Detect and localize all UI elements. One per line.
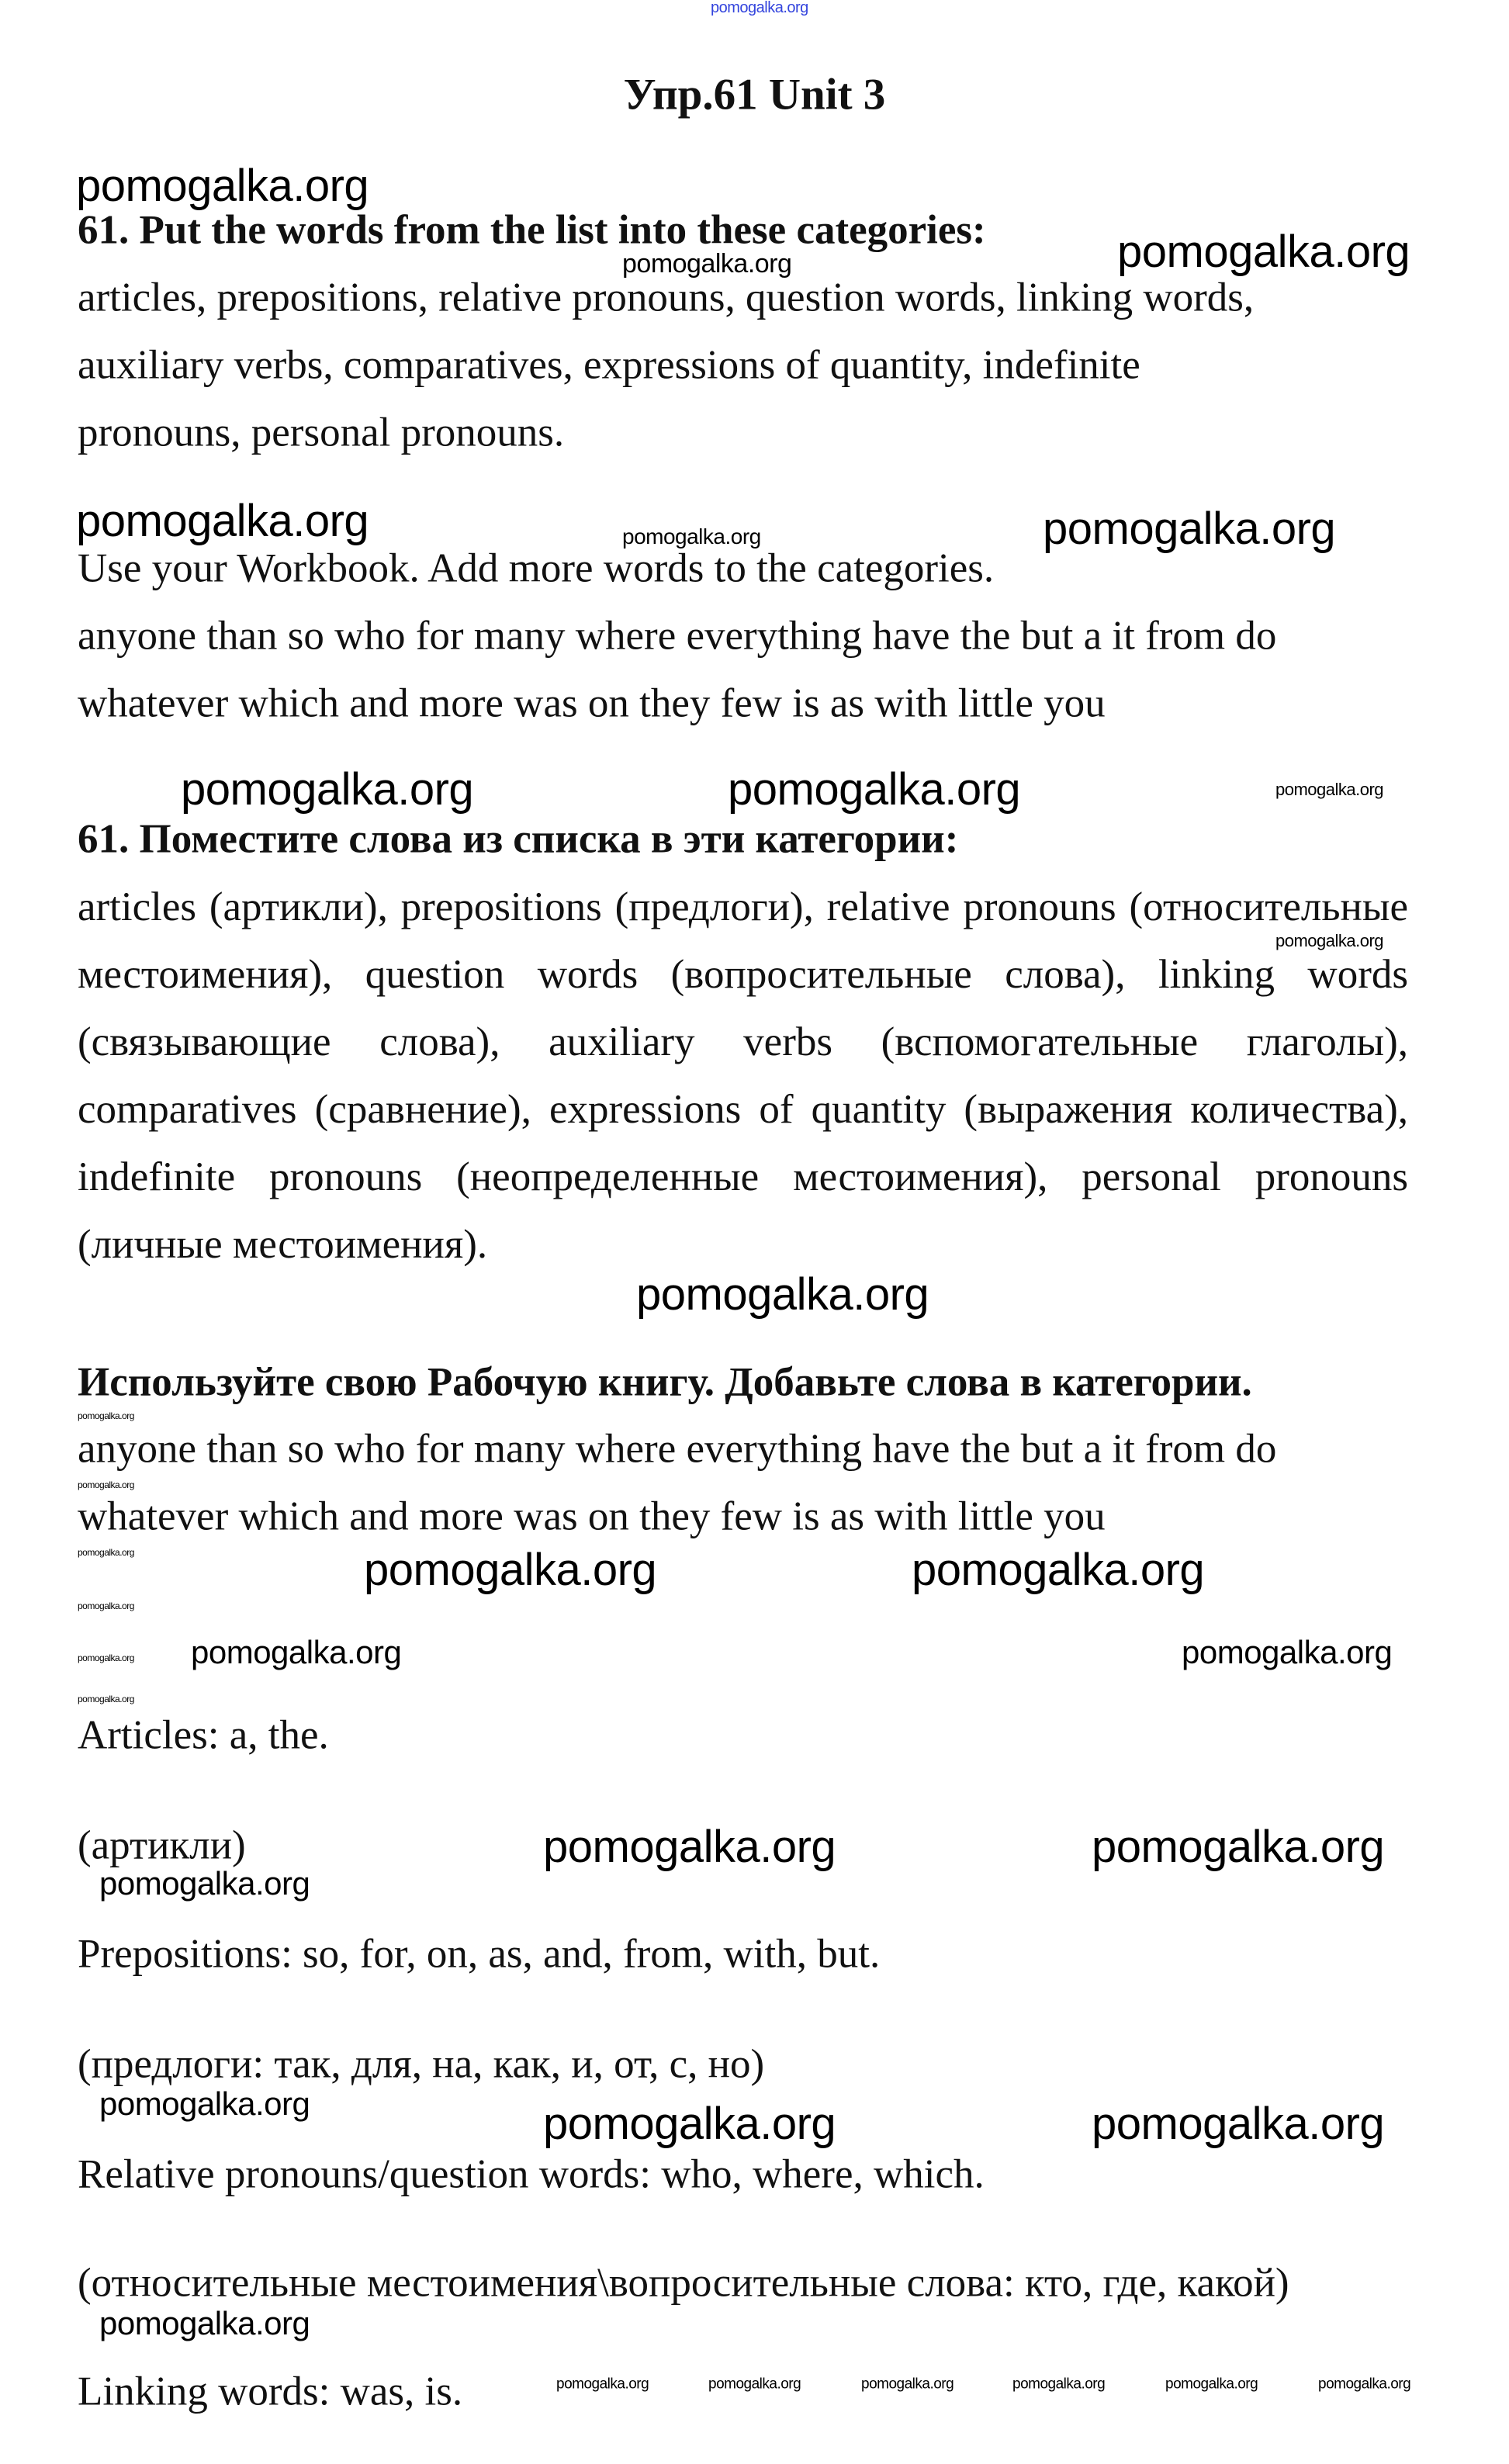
answer-relative-pronouns: Relative pronouns/question words: who, where, which. (78, 2151, 985, 2197)
categories-line: pronouns, personal pronouns. (78, 410, 565, 455)
watermark: pomogalka.org (1275, 931, 1384, 950)
exercise-heading-en: 61. Put the words from the list into these categories: (78, 207, 986, 253)
watermark: pomogalka.org (543, 1822, 836, 1872)
watermark: pomogalka.org (364, 1545, 657, 1595)
watermark: pomogalka.org (912, 1545, 1205, 1595)
watermark: pomogalka.org (99, 2305, 310, 2341)
watermark: pomogalka.org (78, 1547, 134, 1558)
watermark: pomogalka.org (1012, 2376, 1106, 2393)
instruction-en: Use your Workbook. Add more words to the categories. (78, 545, 995, 591)
answer-articles-ru: (артикли) (78, 1822, 246, 1868)
watermark: pomogalka.org (78, 1652, 134, 1663)
watermark: pomogalka.org (622, 249, 792, 279)
answer-prepositions-ru: (предлоги: так, для, на, как, и, от, с, но) (78, 2041, 765, 2087)
categories-line: auxiliary verbs, comparatives, expressions of quantity, indefinite (78, 342, 1140, 388)
watermark: pomogalka.org (78, 1601, 134, 1611)
watermark: pomogalka.org (636, 1269, 929, 1320)
categories-line: articles, prepositions, relative pronouns, question words, linking words, (78, 275, 1255, 320)
watermark: pomogalka.org (543, 2099, 836, 2149)
watermark: pomogalka.org (1318, 2376, 1411, 2393)
watermark: pomogalka.org (191, 1634, 402, 1670)
watermark: pomogalka.org (99, 1865, 310, 1902)
instruction-ru: Используйте свою Рабочую книгу. Добавьте слова в категории. (78, 1359, 1252, 1405)
word-list-line: anyone than so who for many where everything have the but a it from do (78, 613, 1277, 659)
watermark: pomogalka.org (76, 161, 369, 211)
watermark: pomogalka.org (99, 2085, 310, 2122)
answer-prepositions: Prepositions: so, for, on, as, and, from, with, but. (78, 1931, 881, 1977)
word-list-line: anyone than so who for many where everything have the but a it from do (78, 1426, 1277, 1472)
watermark: pomogalka.org (861, 2376, 954, 2393)
watermark: pomogalka.org (711, 0, 808, 16)
answer-articles: Articles: a, the. (78, 1712, 329, 1758)
answer-linking-words: Linking words: was, is. (78, 2369, 463, 2414)
watermark: pomogalka.org (1092, 1822, 1385, 1872)
watermark: pomogalka.org (622, 524, 761, 549)
watermark: pomogalka.org (181, 764, 474, 815)
watermark: pomogalka.org (78, 1479, 134, 1490)
word-list-line: whatever which and more was on they few is as with little you (78, 680, 1106, 726)
watermark: pomogalka.org (1182, 1634, 1393, 1670)
watermark: pomogalka.org (78, 1694, 134, 1704)
watermark: pomogalka.org (1165, 2376, 1258, 2393)
watermark: pomogalka.org (1092, 2099, 1385, 2149)
watermark: pomogalka.org (708, 2376, 801, 2393)
word-list-line: whatever which and more was on they few is as with little you (78, 1493, 1106, 1539)
watermark: pomogalka.org (1043, 504, 1336, 554)
answer-relative-pronouns-ru: (относительные местоимения\вопросительные слова: кто, где, какой) (78, 2260, 1289, 2306)
watermark: pomogalka.org (728, 764, 1021, 815)
watermark: pomogalka.org (1117, 227, 1410, 277)
watermark: pomogalka.org (76, 496, 369, 546)
watermark: pomogalka.org (556, 2376, 649, 2393)
exercise-heading-ru: 61. Поместите слова из списка в эти категории: (78, 816, 959, 862)
watermark: pomogalka.org (1275, 780, 1384, 799)
page-title: Упр.61 Unit 3 (623, 70, 886, 119)
watermark: pomogalka.org (78, 1410, 134, 1421)
categories-ru: articles (артикли), prepositions (предлоги), relative pronouns (относительные местоимения), question words (вопросительные слова), linking words (связывающие слова), auxiliary verbs (вспомогательные глаголы), comparatives (сравнение), expressions of quantity (выражения количества), indefinite pronouns (неопределенные местоимения), personal pronouns (личные местоимения). (78, 884, 1408, 1267)
